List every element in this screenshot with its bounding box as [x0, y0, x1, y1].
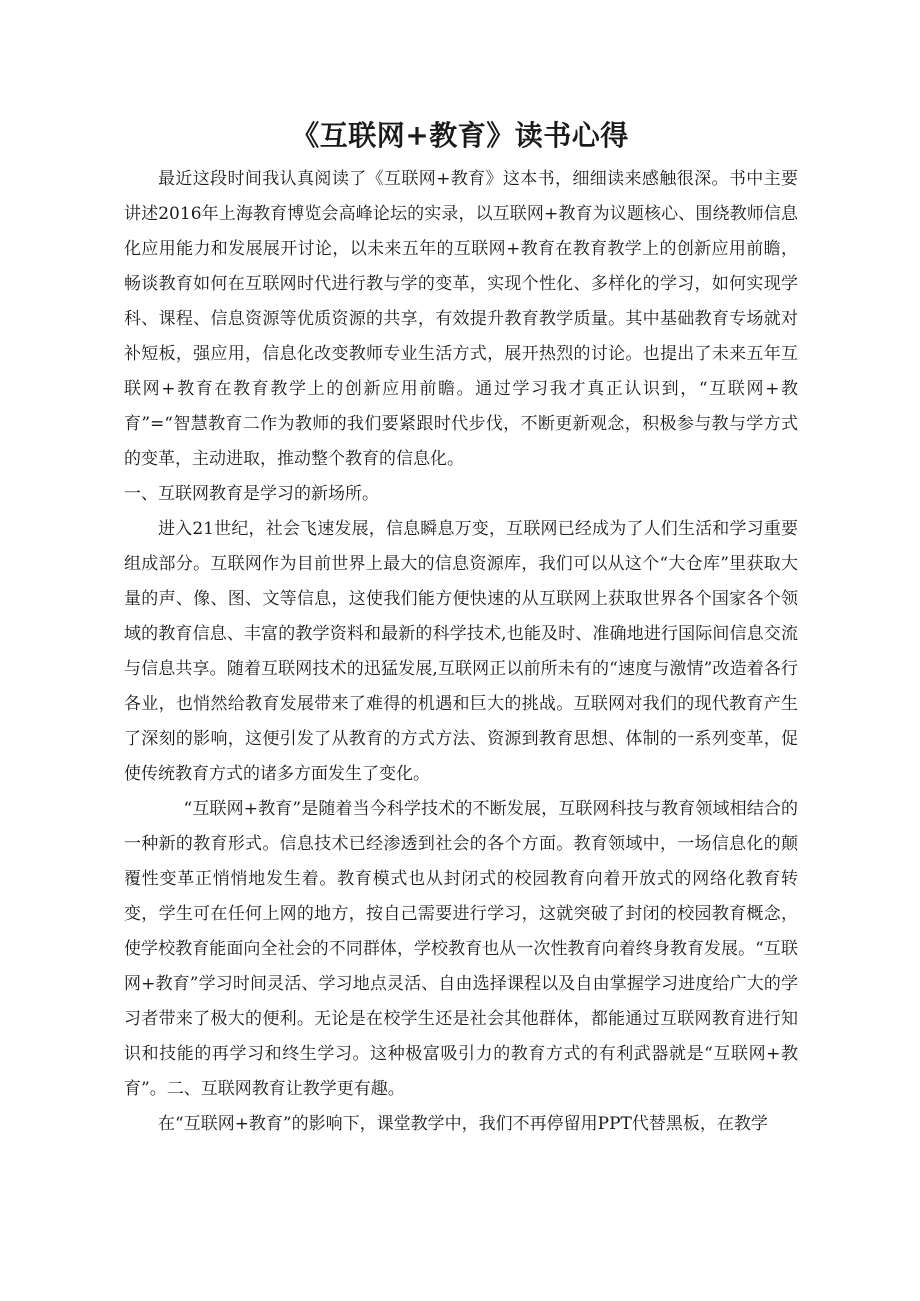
paragraph-internet-era: 进入21世纪，社会飞速发展，信息瞬息万变，互联网已经成为了人们生活和学习重要组成部分。互联网作为目前世界上最大的信息资源库，我们可以从这个“大仓库”里获取大量的声、像、图、文等信息，这使我们能方便快速的从互联网上获取世界各个国家各个领域的教育信息、丰富的教学资料和最新的科学技术,也能及时、准确地进行国际间信息交流与信息共享。随着互联网技术的迅猛发展,互联网正以前所未有的“速度与激情”改造着各行各业，也悄然给教育发展带来了难得的机遇和巨大的挑战。互联网对我们的现代教育产生了深刻的影响，这便引发了从教育的方式方法、资源到教育思想、体制的一系列变革，促使传统教育方式的诸多方面发生了变化。: [124, 519, 798, 784]
document-body: [124, 162, 798, 1142]
section-heading-1: 一、互联网教育是学习的新场所。: [124, 484, 379, 504]
paragraph-classroom: 在“互联网+教育”的影响下，课堂教学中，我们不再停留用PPT代替黑板，在教学: [158, 1114, 768, 1134]
paragraph-internet-plus-education: “互联网+教育”是随着当今科学技术的不断发展，互联网科技与教育领域相结合的一种新的教育形式。信息技术已经渗透到社会的各个方面。教育领域中，一场信息化的颠覆性变革正悄悄地发生着。教育模式也从封闭式的校园教育向着开放式的网络化教育转变，学生可在任何上网的地方，按自己需要进行学习，这就突破了封闭的校园教育概念，使学校教育能面向全社会的不同群体，学校教育也从一次性教育向着终身教育发展。“互联网+教育”学习时间灵活、学习地点灵活、自由选择课程以及自由掌握学习进度给广大的学习者带来了极大的便利。无论是在校学生还是社会其他群体，都能通过互联网教育进行知识和技能的再学习和终生学习。这种极富吸引力的教育方式的有利武器就是“互联网+教育”。二、互联网教育让教学更有趣。: [124, 799, 798, 1099]
document-title: 《互联网+教育》读书心得: [291, 119, 629, 152]
paragraph-intro: 最近这段时间我认真阅读了《互联网+教育》这本书，细细读来感触很深。书中主要讲述2016年上海教育博览会高峰论坛的实录，以互联网+教育为议题核心、围绕教师信息化应用能力和发展展开讨论，以未来五年的互联网+教育在教育教学上的创新应用前瞻，畅谈教育如何在互联网时代进行教与学的变革，实现个性化、多样化的学习，如何实现学科、课程、信息资源等优质资源的共享，有效提升教育教学质量。其中基础教育专场就对补短板，强应用，信息化改变教师专业生活方式，展开热烈的讨论。也提出了未来五年互联网+教育在教育教学上的创新应用前瞻。通过学习我才真正认识到，“互联网+教育”=“智慧教育二作为教师的我们要紧跟时代步伐，不断更新观念，积极参与教与学方式的变革，主动进取，推动整个教育的信息化。: [124, 169, 798, 469]
